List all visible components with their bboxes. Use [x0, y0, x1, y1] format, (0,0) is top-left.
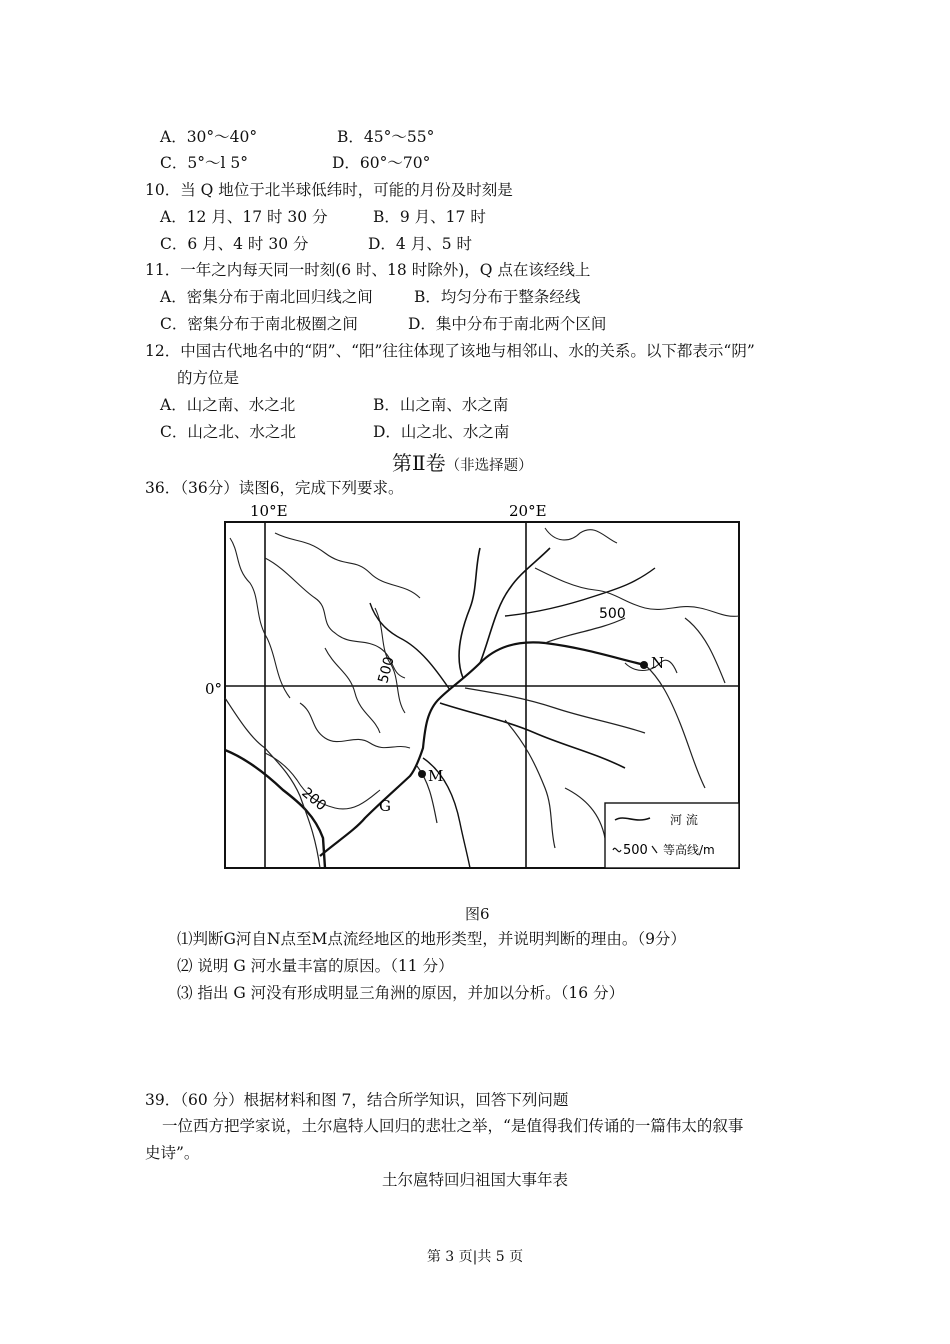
section-2-title-text: 第Ⅱ卷	[392, 451, 446, 475]
point-n-marker	[640, 661, 648, 669]
q39-material-line2: 史诗”。	[145, 1144, 200, 1162]
legend-contour-label: 等高线/m	[663, 843, 715, 857]
q12-option-c: C．山之北、水之北	[160, 423, 296, 441]
map-label-m: M	[428, 767, 444, 785]
q11-option-b: B．均匀分布于整条经线	[414, 288, 581, 306]
figure-6-caption: 图6	[465, 905, 490, 923]
q11-stem: 11．一年之内每天同一时刻(6 时、18 时除外)，Q 点在该经线上	[145, 261, 591, 279]
map-label-g: G	[379, 797, 391, 815]
section-2-subtitle: （非选择题）	[445, 458, 533, 474]
q36-stem: 36．（36分）读图6，完成下列要求。	[145, 479, 404, 497]
q11-option-a: A．密集分布于南北回归线之间	[160, 288, 373, 306]
q36-sub3: ⑶ 指出 G 河没有形成明显三角洲的原因，并加以分析。（16 分）	[177, 984, 625, 1002]
map-label-10e: 10°E	[250, 502, 288, 520]
q39-stem: 39．（60 分）根据材料和图 7，结合所学知识，回答下列问题	[145, 1091, 569, 1109]
q9-option-a: A．30°～40°	[160, 128, 258, 146]
q10-option-d: D．4 月、5 时	[368, 235, 473, 253]
q9-option-b: B．45°～55°	[337, 128, 435, 146]
map-contour-500-east: 500	[599, 606, 626, 622]
q12-option-a: A．山之南、水之北	[160, 396, 296, 414]
q36-sub2: ⑵ 说明 G 河水量丰富的原因。（11 分）	[177, 957, 454, 975]
legend-river-label: 河 流	[670, 813, 698, 827]
q12-stem: 12．中国古代地名中的“阴”、“阳”往往体现了该地与相邻山、水的关系。以下都表示“阴”	[145, 342, 755, 360]
q39-table-title: 土尔扈特回归祖国大事年表	[381, 1171, 568, 1189]
q10-option-a: A．12 月、17 时 30 分	[160, 208, 328, 226]
q10-option-b: B．9 月、17 时	[373, 208, 486, 226]
q12-option-d: D．山之北、水之南	[373, 423, 510, 441]
q10-option-c: C．6 月、4 时 30 分	[160, 235, 309, 253]
figure-6-map	[205, 498, 750, 873]
q12-stem-continued: 的方位是	[177, 369, 240, 387]
q9-option-c: C．5°～l 5°	[160, 154, 248, 172]
page-footer: 第 3 页|共 5 页	[426, 1249, 524, 1265]
map-label-20e: 20°E	[509, 502, 547, 520]
map-label-equator: 0°	[205, 680, 223, 698]
q12-option-b: B．山之南、水之南	[373, 396, 509, 414]
section-2-title	[392, 447, 533, 476]
legend-contour-value: 500	[623, 843, 648, 858]
map-label-n: N	[651, 654, 665, 672]
q11-option-c: C．密集分布于南北极圈之间	[160, 315, 358, 333]
q36-sub1: ⑴判断G河自N点至M点流经地区的地形类型，并说明判断的理由。（9分）	[177, 930, 686, 948]
point-m-marker	[418, 770, 426, 778]
map-contour-500-west: 500	[375, 655, 398, 686]
map-contour-200: 200	[298, 784, 330, 815]
q11-option-d: D．集中分布于南北两个区间	[408, 315, 607, 333]
q9-option-d: D．60°～70°	[332, 154, 431, 172]
q10-stem: 10．当 Q 地位于北半球低纬时，可能的月份及时刻是	[145, 181, 513, 199]
q39-material-line1: 一位西方把学家说，土尔扈特人回归的悲壮之举，“是值得我们传诵的一篇伟太的叙事	[162, 1117, 744, 1135]
